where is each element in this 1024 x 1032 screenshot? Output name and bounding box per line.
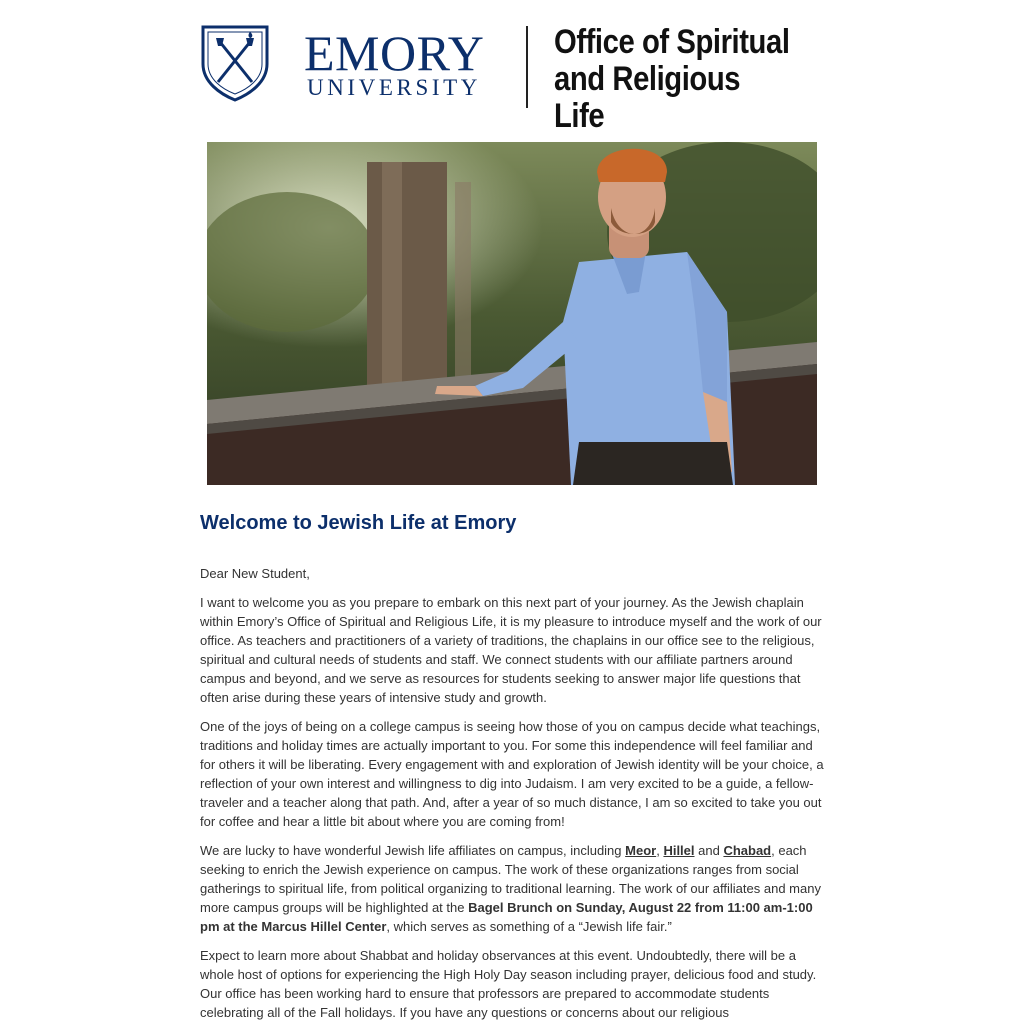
office-title-line1: Office of Spiritual bbox=[554, 23, 790, 61]
paragraph-3-text-1: We are lucky to have wonderful Jewish life affiliates on campus, including bbox=[200, 843, 626, 858]
office-title-line2: and Religious Life bbox=[554, 60, 741, 135]
paragraph-3-text-3: , which serves as something of a “Jewish life fair.” bbox=[386, 919, 672, 934]
paragraph-1: I want to welcome you as you prepare to embark on this next part of your journey. As the Jewish chaplain within Emory’s Office of Spiritual and Religious Life, it is my pleasure to introduce myself and the work of our office. As teachers and practitioners of a variety of traditions, the chaplains in our office see to the religious, spiritual and cultural needs of students and staff. We connect students with our affiliate partners around campus and beyond, and we serve as resources for students seeking to answer major life questions that often arise during these years of intensive study and growth. bbox=[200, 595, 822, 705]
brand-subtitle: UNIVERSITY bbox=[307, 75, 481, 100]
email-header bbox=[200, 22, 824, 135]
page-headline: Welcome to Jewish Life at Emory bbox=[200, 512, 517, 534]
hero-photo bbox=[207, 142, 817, 485]
header-divider bbox=[526, 26, 528, 108]
paragraph-3-text-2: , each seeking to enrich the Jewish experience on campus. The work of these organizations ranges from social gatherings to spiritual life, from political organizing to traditional learning. The work of our affiliates and many more campus groups will be highlighted at the bbox=[200, 843, 821, 915]
paragraph-4: Expect to learn more about Shabbat and holiday observances at this event. Undoubtedly, there will be a whole host of options for experiencing the High Holy Day season including prayer, delicious food and study. Our office has been working hard to ensure that professors are prepared to accommodate students celebrating all of the Fall holidays. If you have any questions or concerns about our religious bbox=[200, 948, 817, 1020]
emory-shield-icon bbox=[200, 24, 270, 102]
paragraph-3-sep-1: , bbox=[656, 843, 664, 858]
paragraph-2: One of the joys of being on a college campus is seeing how those of you on campus decide what teachings, traditions and holiday times are actually important to you. For some this independence will feel familiar and for others it will be liberating. Every engagement with and exploration of Jewish identity will be your choice, a reflection of your own interest and willingness to dig into Judaism. I am very excited to be a guide, a fellow-traveler and a teacher along that path. And, after a year of so much distance, I am so excited to take you out for coffee and hear a little bit about where you are coming from! bbox=[200, 719, 824, 829]
link-meor[interactable]: Meor bbox=[625, 843, 657, 858]
letter-body bbox=[200, 508, 824, 1032]
link-hillel[interactable]: Hillel bbox=[663, 843, 695, 858]
event-details: Bagel Brunch on Sunday, August 22 from 11:00 am-1:00 pm at the Marcus Hillel Center bbox=[200, 900, 813, 934]
brand-name: EMORY bbox=[304, 25, 485, 81]
link-chabad[interactable]: Chabad bbox=[723, 843, 772, 858]
photo-chaplain-portrait-icon bbox=[207, 142, 817, 485]
office-title bbox=[554, 24, 795, 135]
paragraph-3 bbox=[200, 841, 824, 936]
greeting: Dear New Student, bbox=[200, 566, 310, 581]
paragraph-3-sep-2: and bbox=[694, 843, 724, 858]
